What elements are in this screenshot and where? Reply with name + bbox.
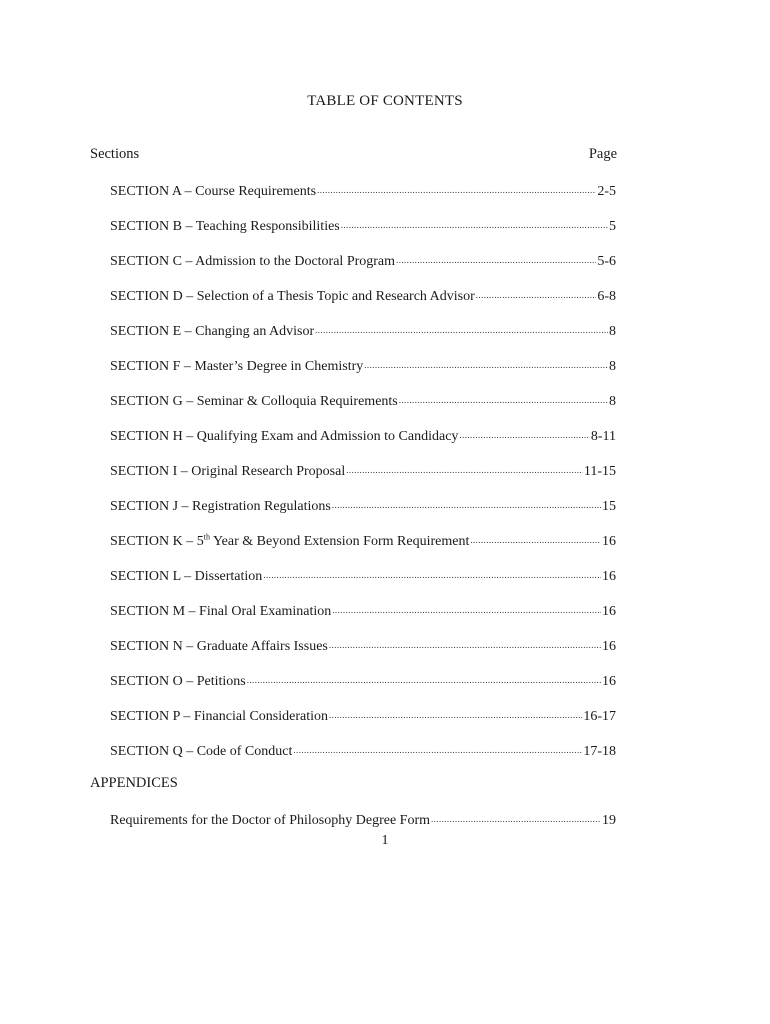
toc-entry-section-p	[110, 706, 616, 741]
ordinal-suffix: th	[203, 532, 210, 542]
toc-entry-page: 8-11	[590, 429, 616, 444]
toc-entry-section-d	[110, 286, 616, 321]
dot-leader	[396, 251, 596, 265]
toc-entry-section-m	[110, 601, 616, 636]
toc-entry-page: 5-6	[597, 254, 616, 269]
dot-leader	[332, 601, 601, 615]
toc-entry-page: 17-18	[583, 744, 616, 759]
toc-entry-section-c	[110, 251, 616, 286]
toc-entry-section-b	[110, 216, 616, 251]
dot-leader	[332, 496, 601, 510]
toc-entry-page: 16	[602, 534, 616, 549]
dot-leader	[459, 426, 589, 440]
toc-entry-label-end: Year & Beyond Extension Form Requirement	[209, 534, 470, 549]
dot-leader	[341, 216, 608, 230]
toc-column-headers	[90, 146, 617, 163]
toc-entry-page: 8	[609, 394, 616, 409]
toc-entry-page: 8	[609, 359, 616, 374]
dot-leader	[470, 531, 601, 545]
toc-list	[110, 181, 616, 776]
toc-entry-page: 15	[602, 499, 616, 514]
toc-entry-page: 16-17	[583, 709, 616, 724]
toc-entry-label: SECTION M – Final Oral Examination	[110, 604, 332, 619]
page-title: TABLE OF CONTENTS	[307, 93, 463, 109]
toc-entry-label: SECTION I – Original Research Proposal	[110, 464, 346, 479]
toc-entry-section-q	[110, 741, 616, 776]
toc-entry-page: 16	[602, 569, 616, 584]
dot-leader	[476, 286, 597, 300]
toc-entry-section-i	[110, 461, 616, 496]
dot-leader	[399, 391, 608, 405]
dot-leader	[329, 636, 601, 650]
toc-entry-label-start: SECTION K – 5	[110, 534, 204, 549]
toc-entry-section-k	[110, 531, 616, 566]
toc-entry-page: 2-5	[597, 184, 616, 199]
toc-entry-section-f	[110, 356, 616, 391]
appendix-entry-label: Requirements for the Doctor of Philosophy Degree Form	[110, 813, 430, 828]
dot-leader	[317, 181, 596, 195]
toc-entry-page: 11-15	[583, 464, 616, 479]
dot-leader	[431, 810, 601, 824]
dot-leader	[329, 706, 582, 720]
appendix-entry-page: 19	[602, 813, 616, 828]
toc-entry-section-g	[110, 391, 616, 426]
sections-column-label: Sections	[90, 146, 140, 162]
dot-leader	[346, 461, 583, 475]
toc-entry-label: SECTION L – Dissertation	[110, 569, 263, 584]
dot-leader	[315, 321, 608, 335]
toc-entry-label: SECTION J – Registration Regulations	[110, 499, 331, 514]
toc-entry-page: 8	[609, 324, 616, 339]
toc-entry-label: SECTION F – Master’s Degree in Chemistry	[110, 359, 364, 374]
dot-leader	[364, 356, 608, 370]
toc-entry-label: SECTION D – Selection of a Thesis Topic and Research Advisor	[110, 289, 475, 304]
toc-entry-label: SECTION P – Financial Consideration	[110, 709, 329, 724]
toc-entry-label	[110, 534, 469, 550]
toc-entry-label: SECTION E – Changing an Advisor	[110, 324, 315, 339]
toc-entry-label: SECTION Q – Code of Conduct	[110, 744, 293, 759]
toc-entry-section-o	[110, 671, 616, 706]
page-number: 1	[381, 833, 389, 848]
toc-entry-section-e	[110, 321, 616, 356]
toc-entry-label: SECTION C – Admission to the Doctoral Program	[110, 254, 396, 269]
toc-entry-label: SECTION N – Graduate Affairs Issues	[110, 639, 328, 654]
toc-entry-section-n	[110, 636, 616, 671]
toc-entry-label: SECTION H – Qualifying Exam and Admission to Candidacy	[110, 429, 459, 444]
dot-leader	[293, 741, 582, 755]
toc-entry-section-a	[110, 181, 616, 216]
page-column-label: Page	[588, 146, 617, 162]
toc-entry-page: 6-8	[597, 289, 616, 304]
toc-entry-page: 16	[602, 674, 616, 689]
toc-entry-page: 16	[602, 604, 616, 619]
appendices-heading: APPENDICES	[90, 775, 178, 791]
dot-leader	[247, 671, 601, 685]
toc-entry-page: 16	[602, 639, 616, 654]
toc-entry-section-l	[110, 566, 616, 601]
toc-entry-label: SECTION A – Course Requirements	[110, 184, 317, 199]
toc-entry-page: 5	[609, 219, 616, 234]
toc-entry-label: SECTION G – Seminar & Colloquia Requirements	[110, 394, 398, 409]
toc-entry-section-j	[110, 496, 616, 531]
toc-entry-label: SECTION B – Teaching Responsibilities	[110, 219, 340, 234]
toc-entry-section-h	[110, 426, 616, 461]
toc-entry-label: SECTION O – Petitions	[110, 674, 246, 689]
dot-leader	[263, 566, 601, 580]
